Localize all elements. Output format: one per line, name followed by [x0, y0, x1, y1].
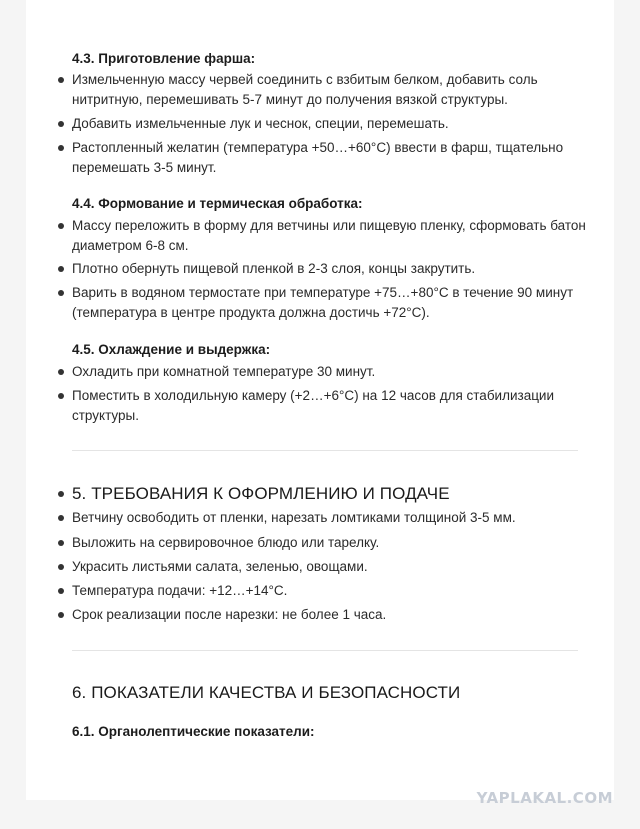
- bullet-dot-icon: [58, 564, 64, 570]
- bullet-dot-icon: [58, 491, 64, 497]
- list-item-text: Охладить при комнатной температуре 30 минут.: [72, 364, 376, 379]
- list-item-text: Срок реализации после нарезки: не более 1 часа.: [72, 607, 387, 622]
- list-item-text: Добавить измельченные лук и чеснок, специи, перемешать.: [72, 116, 449, 131]
- bullet-dot-icon: [58, 588, 64, 594]
- document-page: [26, 0, 614, 800]
- list-item-text: Поместить в холодильную камеру (+2…+6°С) на 12 часов для стабилизации структуры.: [72, 388, 555, 423]
- list-item-text: Плотно обернуть пищевой пленкой в 2-3 слоя, концы закрутить.: [72, 261, 476, 276]
- list-item-text: Ветчину освободить от пленки, нарезать ломтиками толщиной 3-5 мм.: [72, 510, 516, 525]
- section-divider: [72, 450, 578, 451]
- site-watermark: YAPLAKAL.COM: [476, 789, 613, 807]
- bullet-dot-icon: [58, 540, 64, 546]
- section-divider: [72, 650, 578, 651]
- section-4-5-title: 4.5. Охлаждение и выдержка:: [72, 342, 271, 357]
- bullet-dot-icon: [58, 77, 64, 83]
- section-6-1-title: 6.1. Органолептические показатели:: [72, 724, 315, 739]
- list-item: [72, 581, 592, 601]
- bullet-dot-icon: [58, 121, 64, 127]
- bullet-dot-icon: [58, 515, 64, 521]
- list-item: [72, 508, 592, 528]
- list-item-text: Выложить на сервировочное блюдо или тарелку.: [72, 535, 380, 550]
- bullet-dot-icon: [58, 369, 64, 375]
- list-item: [72, 605, 592, 625]
- bullet-dot-icon: [58, 612, 64, 618]
- list-item: [72, 386, 592, 426]
- bullet-dot-icon: [58, 266, 64, 272]
- list-item-text: Варить в водяном термостате при температуре +75…+80°С в течение 90 минут (температура в центре продукта должна достичь +72°С).: [72, 285, 574, 320]
- section-4-3-title: 4.3. Приготовление фарша:: [72, 51, 256, 66]
- list-item: [72, 362, 592, 382]
- bullet-dot-icon: [58, 145, 64, 151]
- list-item: [72, 216, 592, 256]
- bullet-dot-icon: [58, 290, 64, 296]
- list-item: [72, 138, 592, 178]
- list-item-text: Растопленный желатин (температура +50…+60°С) ввести в фарш, тщательно перемешать 3-5 минут.: [72, 140, 564, 175]
- list-item-text: Измельченную массу червей соединить с взбитым белком, добавить соль нитритную, перемешивать 5-7 минут до получения вязкой структуры.: [72, 72, 538, 107]
- section-6-title: 6. ПОКАЗАТЕЛИ КАЧЕСТВА И БЕЗОПАСНОСТИ: [72, 683, 461, 702]
- list-item: [72, 533, 592, 553]
- section-4-4-title: 4.4. Формование и термическая обработка:: [72, 196, 363, 211]
- bullet-dot-icon: [58, 223, 64, 229]
- list-item-text: Массу переложить в форму для ветчины или пищевую пленку, сформовать батон диаметром 6-8 см.: [72, 218, 586, 253]
- list-item-text: Температура подачи: +12…+14°С.: [72, 583, 288, 598]
- list-item: [72, 70, 592, 110]
- bullet-dot-icon: [58, 393, 64, 399]
- list-item: [72, 114, 592, 134]
- list-item: [72, 259, 592, 279]
- list-item: [72, 557, 592, 577]
- section-5-heading: [72, 484, 450, 504]
- list-item: [72, 283, 592, 323]
- section-5-title: 5. ТРЕБОВАНИЯ К ОФОРМЛЕНИЮ И ПОДАЧЕ: [72, 484, 450, 503]
- list-item-text: Украсить листьями салата, зеленью, овощами.: [72, 559, 368, 574]
